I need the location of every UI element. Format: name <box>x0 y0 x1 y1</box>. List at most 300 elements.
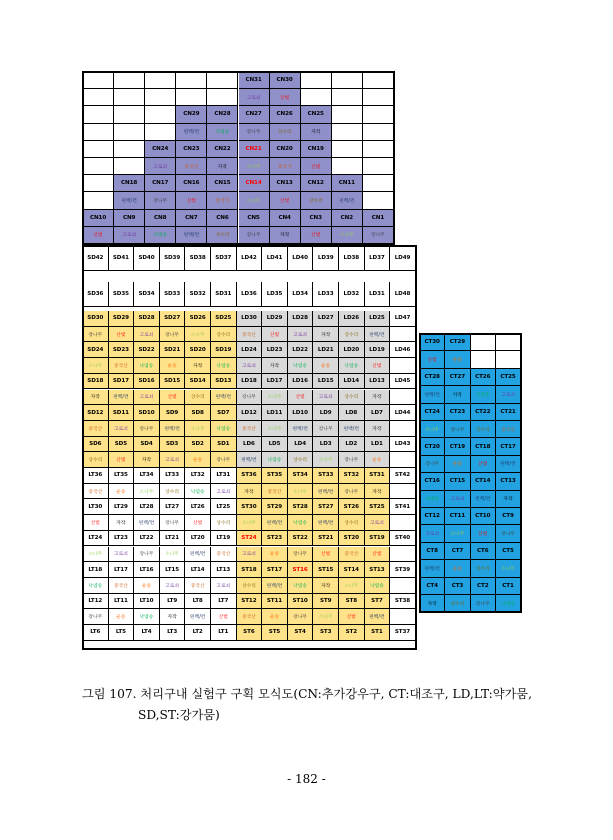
tree-species-label: 산벚 <box>90 520 100 526</box>
plot-code-label: LT25 <box>216 503 231 510</box>
plot-cell <box>339 342 365 358</box>
species-cell <box>109 484 135 500</box>
tree-species-label: 산벚 <box>167 395 177 401</box>
plot-cell <box>270 210 301 227</box>
species-cell <box>185 515 211 531</box>
species-cell <box>496 595 521 612</box>
tree-species-label: 낙엽송 <box>216 426 231 432</box>
plot-cell <box>339 374 365 390</box>
species-cell <box>237 390 263 406</box>
plot-code-label: CN16 <box>183 180 200 187</box>
plot-cell <box>445 473 470 490</box>
plot-code-label: CT15 <box>449 478 466 485</box>
plot-code-label: SD3 <box>165 440 179 447</box>
species-cell <box>145 158 176 175</box>
tree-species-label: 장나무 <box>246 130 261 136</box>
plot-code-label: SD9 <box>165 409 179 416</box>
species-cell <box>313 484 339 500</box>
species-cell <box>313 390 339 406</box>
tree-species-label: 산벚 <box>280 95 290 101</box>
plot-cell <box>134 625 160 641</box>
plot-code-label: LT15 <box>165 566 180 573</box>
species-cell <box>239 227 270 244</box>
species-cell <box>237 358 263 374</box>
plot-cell <box>237 594 263 610</box>
plot-code-label: LD22 <box>292 346 308 353</box>
tree-species-label: 자작 <box>372 426 382 432</box>
plot-code-label: LT26 <box>190 503 205 510</box>
plot-cell <box>211 374 237 390</box>
plot-cell <box>339 531 365 547</box>
tree-species-label: 자작 <box>280 233 290 239</box>
tree-species-label: 고로쇠 <box>139 395 154 401</box>
tree-species-label: 고로쇠 <box>216 489 231 495</box>
tree-species-label: 편백/련 <box>343 426 360 432</box>
plot-code-label: ST21 <box>318 535 334 542</box>
plot-code-label: LD24 <box>241 346 257 353</box>
species-cell <box>420 456 445 473</box>
tree-species-label: 산벚 <box>269 332 280 338</box>
plot-cell <box>134 437 160 453</box>
tree-species-label: 산벚 <box>295 395 305 401</box>
species-cell <box>211 547 237 563</box>
plot-code-label: CN28 <box>214 111 231 118</box>
species-cell <box>160 515 186 531</box>
species-cell <box>160 358 186 374</box>
tree-species-label: 편백/련 <box>339 198 355 204</box>
plot-code-label: SD4 <box>140 440 153 447</box>
tree-species-label: 운송 <box>452 566 463 572</box>
plot-code-label: LT16 <box>139 566 154 573</box>
empty-cell <box>390 327 416 343</box>
species-cell <box>496 456 521 473</box>
plot-cell <box>134 468 160 484</box>
plot-cell <box>339 246 365 271</box>
plot-code-label: CT4 <box>426 582 438 589</box>
tree-species-label: 편백/련 <box>183 130 200 136</box>
tree-species-label: 고로쇠 <box>450 497 465 503</box>
plot-cell <box>288 594 314 610</box>
plot-code-label: LD4 <box>294 440 306 447</box>
plot-cell <box>114 175 145 192</box>
empty-cell <box>390 578 416 594</box>
species-cell <box>83 547 109 563</box>
plot-code-label: ST17 <box>266 566 283 573</box>
plot-cell <box>262 405 288 421</box>
plot-cell <box>471 404 496 421</box>
tree-species-label: 고로쇠 <box>122 233 137 239</box>
plot-cell <box>160 437 186 453</box>
empty-cell <box>332 158 363 175</box>
tree-species-label: 고로쇠 <box>425 532 440 538</box>
species-cell <box>365 609 391 625</box>
plot-cell <box>109 531 135 547</box>
tree-species-label: 고로쇠 <box>165 583 180 589</box>
plot-code-label: CN13 <box>276 180 293 187</box>
plot-code-label: CT3 <box>451 582 464 589</box>
plot-cell <box>420 438 445 455</box>
tree-species-label: 상수리 <box>344 520 359 526</box>
plot-cell <box>160 311 186 327</box>
plot-cell <box>134 405 160 421</box>
tree-species-label: 운송 <box>116 615 126 621</box>
plot-cell <box>185 374 211 390</box>
plot-code-label: CN2 <box>340 214 354 221</box>
plot-code-label: LD25 <box>369 315 385 322</box>
plot-cell <box>145 175 176 192</box>
species-cell <box>365 578 391 594</box>
species-cell <box>239 124 270 141</box>
empty-cell <box>390 484 416 500</box>
empty-cell <box>390 452 416 468</box>
plot-code-label: LT4 <box>141 629 152 636</box>
tree-species-label: 상수리 <box>308 198 323 204</box>
plot-cell <box>83 531 109 547</box>
plot-code-label: CN3 <box>309 214 322 221</box>
plot-code-label: LD6 <box>242 440 255 447</box>
species-cell <box>262 358 288 374</box>
plot-code-label: CT10 <box>475 513 491 520</box>
plot-cell <box>109 499 135 515</box>
species-cell <box>445 456 470 473</box>
plot-code-label: CT25 <box>500 373 516 380</box>
species-cell <box>83 452 109 468</box>
plot-cell <box>145 141 176 158</box>
species-cell <box>313 452 339 468</box>
empty-cell <box>363 106 394 123</box>
tree-species-label: 편백/련 <box>424 566 440 572</box>
tree-species-label: 중국가 <box>277 164 292 170</box>
plot-code-label: CT23 <box>449 408 466 415</box>
plot-code-label: SD31 <box>215 291 232 297</box>
species-cell <box>339 327 365 343</box>
tree-species-label: 장나무 <box>216 458 231 464</box>
plot-code-label: LD29 <box>266 315 283 322</box>
species-cell <box>83 515 109 531</box>
plot-code-label: CN4 <box>278 214 291 221</box>
plot-cell <box>237 246 263 271</box>
plot-cell <box>134 562 160 578</box>
tree-species-label: 소나무 <box>88 363 103 369</box>
tree-species-label: 장나무 <box>425 462 440 468</box>
plot-code-label: CT6 <box>476 547 489 554</box>
empty-cell <box>496 334 521 351</box>
plot-code-label: LD42 <box>241 255 257 261</box>
tree-species-label: 편백/련 <box>292 426 308 432</box>
species-cell <box>288 452 314 468</box>
plot-cell <box>420 578 445 595</box>
species-cell <box>114 192 145 209</box>
species-cell <box>114 227 145 244</box>
plot-code-label: ST20 <box>343 535 359 542</box>
species-cell <box>288 358 314 374</box>
page-number: - 182 - <box>287 772 326 786</box>
species-cell <box>160 484 186 500</box>
plot-code-label: CN29 <box>183 111 200 118</box>
plot-code-label: ST40 <box>394 535 411 542</box>
plot-cell <box>339 468 365 484</box>
plot-cell <box>496 438 521 455</box>
plot-cell <box>207 175 238 192</box>
plot-code-label: LD2 <box>345 440 358 447</box>
plot-cell <box>83 342 109 358</box>
plot-code-label: CN11 <box>338 180 355 187</box>
plot-code-label: ST38 <box>394 597 411 604</box>
plot-code-label: CT7 <box>451 547 464 554</box>
species-cell <box>288 515 314 531</box>
species-cell <box>109 390 135 406</box>
plot-cell <box>288 342 314 358</box>
species-cell <box>262 452 288 468</box>
species-cell <box>83 327 109 343</box>
empty-cell <box>471 351 496 368</box>
plot-code-label: SD32 <box>189 291 206 297</box>
tree-species-label: 낙엽송 <box>293 583 308 589</box>
plot-code-label: LD32 <box>343 291 360 297</box>
tree-species-label: 자작 <box>244 489 254 495</box>
plot-cell <box>237 625 263 641</box>
plot-code-label: LT7 <box>218 597 229 604</box>
plot-code-label: SD36 <box>87 291 104 297</box>
species-cell <box>365 484 391 500</box>
plot-cell <box>211 405 237 421</box>
plot-cell <box>390 437 416 453</box>
plot-cell <box>83 499 109 515</box>
plot-cell <box>288 562 314 578</box>
tree-species-label: 산벚 <box>311 164 321 170</box>
plot-code-label: CT17 <box>500 443 516 450</box>
tree-species-label: 고로쇠 <box>165 458 180 464</box>
species-cell <box>160 609 186 625</box>
plot-code-label: LD20 <box>343 346 360 353</box>
species-cell <box>365 327 391 343</box>
empty-cell <box>390 421 416 437</box>
empty-cell <box>390 609 416 625</box>
tree-species-label: 소나무 <box>139 489 154 495</box>
tree-species-label: 소나무 <box>246 164 261 170</box>
tree-species-label: 운송 <box>321 363 331 369</box>
tree-species-label: 낙엽송 <box>475 392 490 398</box>
plot-code-label: SD30 <box>87 315 104 322</box>
plot-code-label: ST22 <box>292 535 308 542</box>
tree-species-label: 장나무 <box>88 615 103 621</box>
plot-code-label: ST10 <box>292 597 308 604</box>
plot-cell <box>109 625 135 641</box>
species-cell <box>339 452 365 468</box>
plot-code-label: SD5 <box>114 440 128 447</box>
plot-cell <box>471 578 496 595</box>
plot-code-label: LD16 <box>292 378 308 385</box>
plot-code-label: LT5 <box>115 629 126 636</box>
plot-cell <box>390 594 416 610</box>
species-cell <box>109 358 135 374</box>
plot-code-label: CT21 <box>500 408 516 415</box>
plot-cell <box>207 106 238 123</box>
plot-code-label: SD16 <box>138 378 155 385</box>
plot-code-label: LT33 <box>165 472 180 479</box>
species-cell <box>237 547 263 563</box>
plot-code-label: LT35 <box>113 472 128 479</box>
plot-cell <box>390 625 416 641</box>
plot-cell <box>185 499 211 515</box>
plot-cell <box>237 562 263 578</box>
plot-code-label: SD12 <box>87 409 104 416</box>
species-cell <box>211 358 237 374</box>
plot-code-label: LT34 <box>139 472 154 479</box>
plot-cell <box>301 141 332 158</box>
tree-species-label: 중국산 <box>88 489 103 495</box>
tree-species-label: 장나무 <box>246 233 261 239</box>
empty-cell <box>83 141 114 158</box>
species-cell <box>134 452 160 468</box>
plot-code-label: LD34 <box>292 291 308 297</box>
species-cell <box>420 491 445 508</box>
tree-species-label: 고로쇠 <box>293 332 308 338</box>
species-cell <box>262 327 288 343</box>
plot-code-label: LD10 <box>292 409 308 416</box>
species-cell <box>313 547 339 563</box>
plot-code-label: SD23 <box>112 346 129 353</box>
species-cell <box>496 386 521 403</box>
species-cell <box>109 609 135 625</box>
tree-species-label: 장나무 <box>165 332 180 338</box>
species-cell <box>211 421 237 437</box>
species-cell <box>134 515 160 531</box>
plot-cell <box>211 246 237 271</box>
tree-species-label: 자작 <box>311 130 321 136</box>
plot-cell <box>313 531 339 547</box>
tree-species-label: 자작 <box>167 615 177 621</box>
tree-species-label: 편백/련 <box>241 458 257 464</box>
tree-species-label: 편백/련 <box>474 497 491 503</box>
tree-species-label: 낙엽송 <box>344 363 359 369</box>
plot-cell <box>83 468 109 484</box>
empty-cell <box>471 334 496 351</box>
plot-cell <box>445 438 470 455</box>
plot-code-label: SD27 <box>164 315 181 322</box>
tree-species-label: 편백/련 <box>164 426 180 432</box>
plot-code-label: ST11 <box>266 597 283 604</box>
tree-species-label: 낙엽송 <box>139 615 154 621</box>
tree-species-label: 소나무 <box>246 198 261 204</box>
tree-species-label: 산벚 <box>116 332 126 338</box>
species-cell <box>176 192 207 209</box>
species-cell <box>239 192 270 209</box>
species-cell <box>185 358 211 374</box>
plot-cell <box>262 562 288 578</box>
species-cell <box>288 484 314 500</box>
species-cell <box>301 158 332 175</box>
empty-cell <box>83 192 114 209</box>
species-cell <box>420 525 445 542</box>
plot-cell <box>109 562 135 578</box>
plot-code-label: LD13 <box>369 378 385 385</box>
plot-cell <box>134 531 160 547</box>
plot-code-label: ST16 <box>292 566 308 573</box>
plot-cell <box>211 437 237 453</box>
plot-code-label: LD46 <box>394 346 411 353</box>
species-cell <box>134 327 160 343</box>
plot-cell <box>185 594 211 610</box>
plot-cell <box>109 342 135 358</box>
plot-code-label: LT21 <box>165 535 180 542</box>
tree-species-label: 장나무 <box>344 489 359 495</box>
plot-code-label: LD44 <box>394 409 411 416</box>
plot-cell <box>496 543 521 560</box>
plot-cell <box>365 246 391 271</box>
plot-cell <box>262 499 288 515</box>
species-cell <box>83 578 109 594</box>
plot-code-label: CT12 <box>424 513 440 520</box>
plot-cell <box>301 210 332 227</box>
plot-code-label: SD7 <box>217 409 230 416</box>
plot-cell <box>83 437 109 453</box>
plot-code-label: LT11 <box>113 597 128 604</box>
plot-cell <box>109 405 135 421</box>
empty-cell <box>114 124 145 141</box>
species-cell <box>420 351 445 368</box>
tree-species-label: 장나무 <box>370 233 385 239</box>
species-cell <box>262 421 288 437</box>
plot-cell <box>211 625 237 641</box>
plot-cell <box>313 342 339 358</box>
species-cell <box>339 358 365 374</box>
plot-cell <box>420 508 445 525</box>
plot-cell <box>239 210 270 227</box>
species-cell <box>109 578 135 594</box>
species-cell <box>496 491 521 508</box>
tree-species-label: 운송 <box>193 458 203 464</box>
tree-species-label: 자작 <box>503 497 513 503</box>
plot-cell <box>365 594 391 610</box>
plot-cell <box>365 405 391 421</box>
plot-code-label: LT32 <box>190 472 205 479</box>
species-cell <box>365 547 391 563</box>
plot-code-label: LD47 <box>394 315 411 322</box>
tree-species-label: 편백/련 <box>215 395 232 401</box>
species-cell <box>471 560 496 577</box>
species-cell <box>109 421 135 437</box>
plot-cell <box>134 374 160 390</box>
tree-species-label: 낙엽송 <box>215 130 230 136</box>
plot-cell <box>390 562 416 578</box>
plot-cell <box>270 72 301 89</box>
plot-code-label: SD20 <box>189 346 206 353</box>
species-cell <box>332 192 363 209</box>
tree-species-label: 소나무 <box>165 552 180 558</box>
plot-cell <box>109 437 135 453</box>
plot-cell <box>211 562 237 578</box>
species-cell <box>270 124 301 141</box>
plot-cell <box>288 625 314 641</box>
plot-cell <box>237 405 263 421</box>
plot-cell <box>237 531 263 547</box>
plot-code-label: LT22 <box>139 535 154 542</box>
species-cell <box>134 484 160 500</box>
plot-code-label: LT20 <box>190 535 205 542</box>
empty-cell <box>207 89 238 106</box>
plot-code-label: CT9 <box>502 513 514 520</box>
species-cell <box>211 452 237 468</box>
plot-cell <box>134 594 160 610</box>
tree-species-label: 중국산 <box>216 552 231 558</box>
species-cell <box>445 351 470 368</box>
species-cell <box>185 327 211 343</box>
plot-code-label: SD35 <box>112 291 129 297</box>
plot-cell <box>339 594 365 610</box>
species-cell <box>262 578 288 594</box>
plot-cell <box>176 106 207 123</box>
